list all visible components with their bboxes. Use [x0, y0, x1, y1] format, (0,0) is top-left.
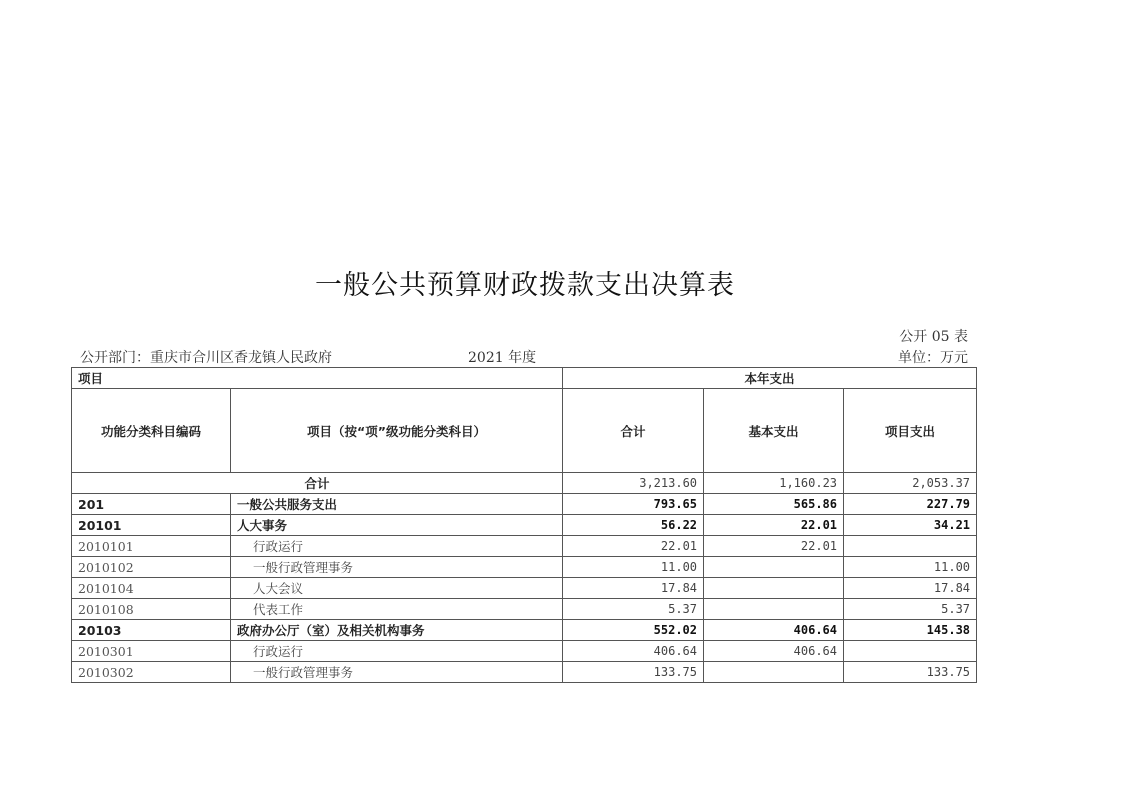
- header-project-expense: 项目支出: [844, 389, 977, 473]
- table-row: [72, 620, 977, 641]
- row-basic: [704, 578, 844, 599]
- row-code: 2010104: [72, 578, 231, 599]
- row-code: 2010108: [72, 599, 231, 620]
- page-title: 一般公共预算财政拨款支出决算表: [315, 270, 735, 301]
- row-total: 22.01: [563, 536, 704, 557]
- table-row: [72, 515, 977, 536]
- total-basic: 1,160.23: [704, 473, 844, 494]
- header-code: 功能分类科目编码: [72, 389, 231, 473]
- row-project: 34.21: [844, 515, 977, 536]
- total-label: 合计: [72, 473, 563, 494]
- header-row-2: [72, 389, 977, 473]
- header-project: 项目: [72, 368, 563, 389]
- row-project: 133.75: [844, 662, 977, 683]
- row-code: 2010302: [72, 662, 231, 683]
- row-code: 2010102: [72, 557, 231, 578]
- row-project: [844, 536, 977, 557]
- table-row: [72, 599, 977, 620]
- row-basic: [704, 557, 844, 578]
- row-basic: 406.64: [704, 620, 844, 641]
- row-code: 2010101: [72, 536, 231, 557]
- row-basic: 22.01: [704, 536, 844, 557]
- row-name: 行政运行: [231, 641, 563, 662]
- row-basic: [704, 662, 844, 683]
- table-row: [72, 578, 977, 599]
- row-basic: 565.86: [704, 494, 844, 515]
- total-project: 2,053.37: [844, 473, 977, 494]
- row-name: 人大事务: [231, 515, 563, 536]
- row-code: 2010301: [72, 641, 231, 662]
- row-name: 一般行政管理事务: [231, 557, 563, 578]
- table-row: [72, 536, 977, 557]
- row-project: 145.38: [844, 620, 977, 641]
- budget-table: [71, 367, 977, 683]
- row-project: 11.00: [844, 557, 977, 578]
- row-total: 56.22: [563, 515, 704, 536]
- row-total: 793.65: [563, 494, 704, 515]
- year-label: 2021 年度: [468, 350, 537, 366]
- header-name: 项目（按“项”级功能分类科目）: [231, 389, 563, 473]
- row-name: 一般行政管理事务: [231, 662, 563, 683]
- header-total: 合计: [563, 389, 704, 473]
- row-name: 人大会议: [231, 578, 563, 599]
- row-basic: 406.64: [704, 641, 844, 662]
- row-basic: 22.01: [704, 515, 844, 536]
- row-project: 17.84: [844, 578, 977, 599]
- table-number: 公开 05 表: [899, 329, 968, 345]
- row-code: 201: [72, 494, 231, 515]
- total-total: 3,213.60: [563, 473, 704, 494]
- table-row: [72, 641, 977, 662]
- row-total: 11.00: [563, 557, 704, 578]
- table-row: [72, 557, 977, 578]
- row-name: 代表工作: [231, 599, 563, 620]
- row-project: 5.37: [844, 599, 977, 620]
- table-row: [72, 494, 977, 515]
- row-name: 一般公共服务支出: [231, 494, 563, 515]
- row-total: 552.02: [563, 620, 704, 641]
- row-basic: [704, 599, 844, 620]
- row-project: [844, 641, 977, 662]
- row-total: 406.64: [563, 641, 704, 662]
- header-row-1: [72, 368, 977, 389]
- unit-label: 单位：万元: [898, 350, 968, 366]
- header-basic: 基本支出: [704, 389, 844, 473]
- row-code: 20101: [72, 515, 231, 536]
- row-name: 行政运行: [231, 536, 563, 557]
- row-project: 227.79: [844, 494, 977, 515]
- row-code: 20103: [72, 620, 231, 641]
- row-total: 5.37: [563, 599, 704, 620]
- department-label: 公开部门：重庆市合川区香龙镇人民政府: [80, 350, 332, 366]
- total-row: [72, 473, 977, 494]
- header-current-year: 本年支出: [563, 368, 977, 389]
- row-total: 17.84: [563, 578, 704, 599]
- table-row: [72, 662, 977, 683]
- row-total: 133.75: [563, 662, 704, 683]
- row-name: 政府办公厅（室）及相关机构事务: [231, 620, 563, 641]
